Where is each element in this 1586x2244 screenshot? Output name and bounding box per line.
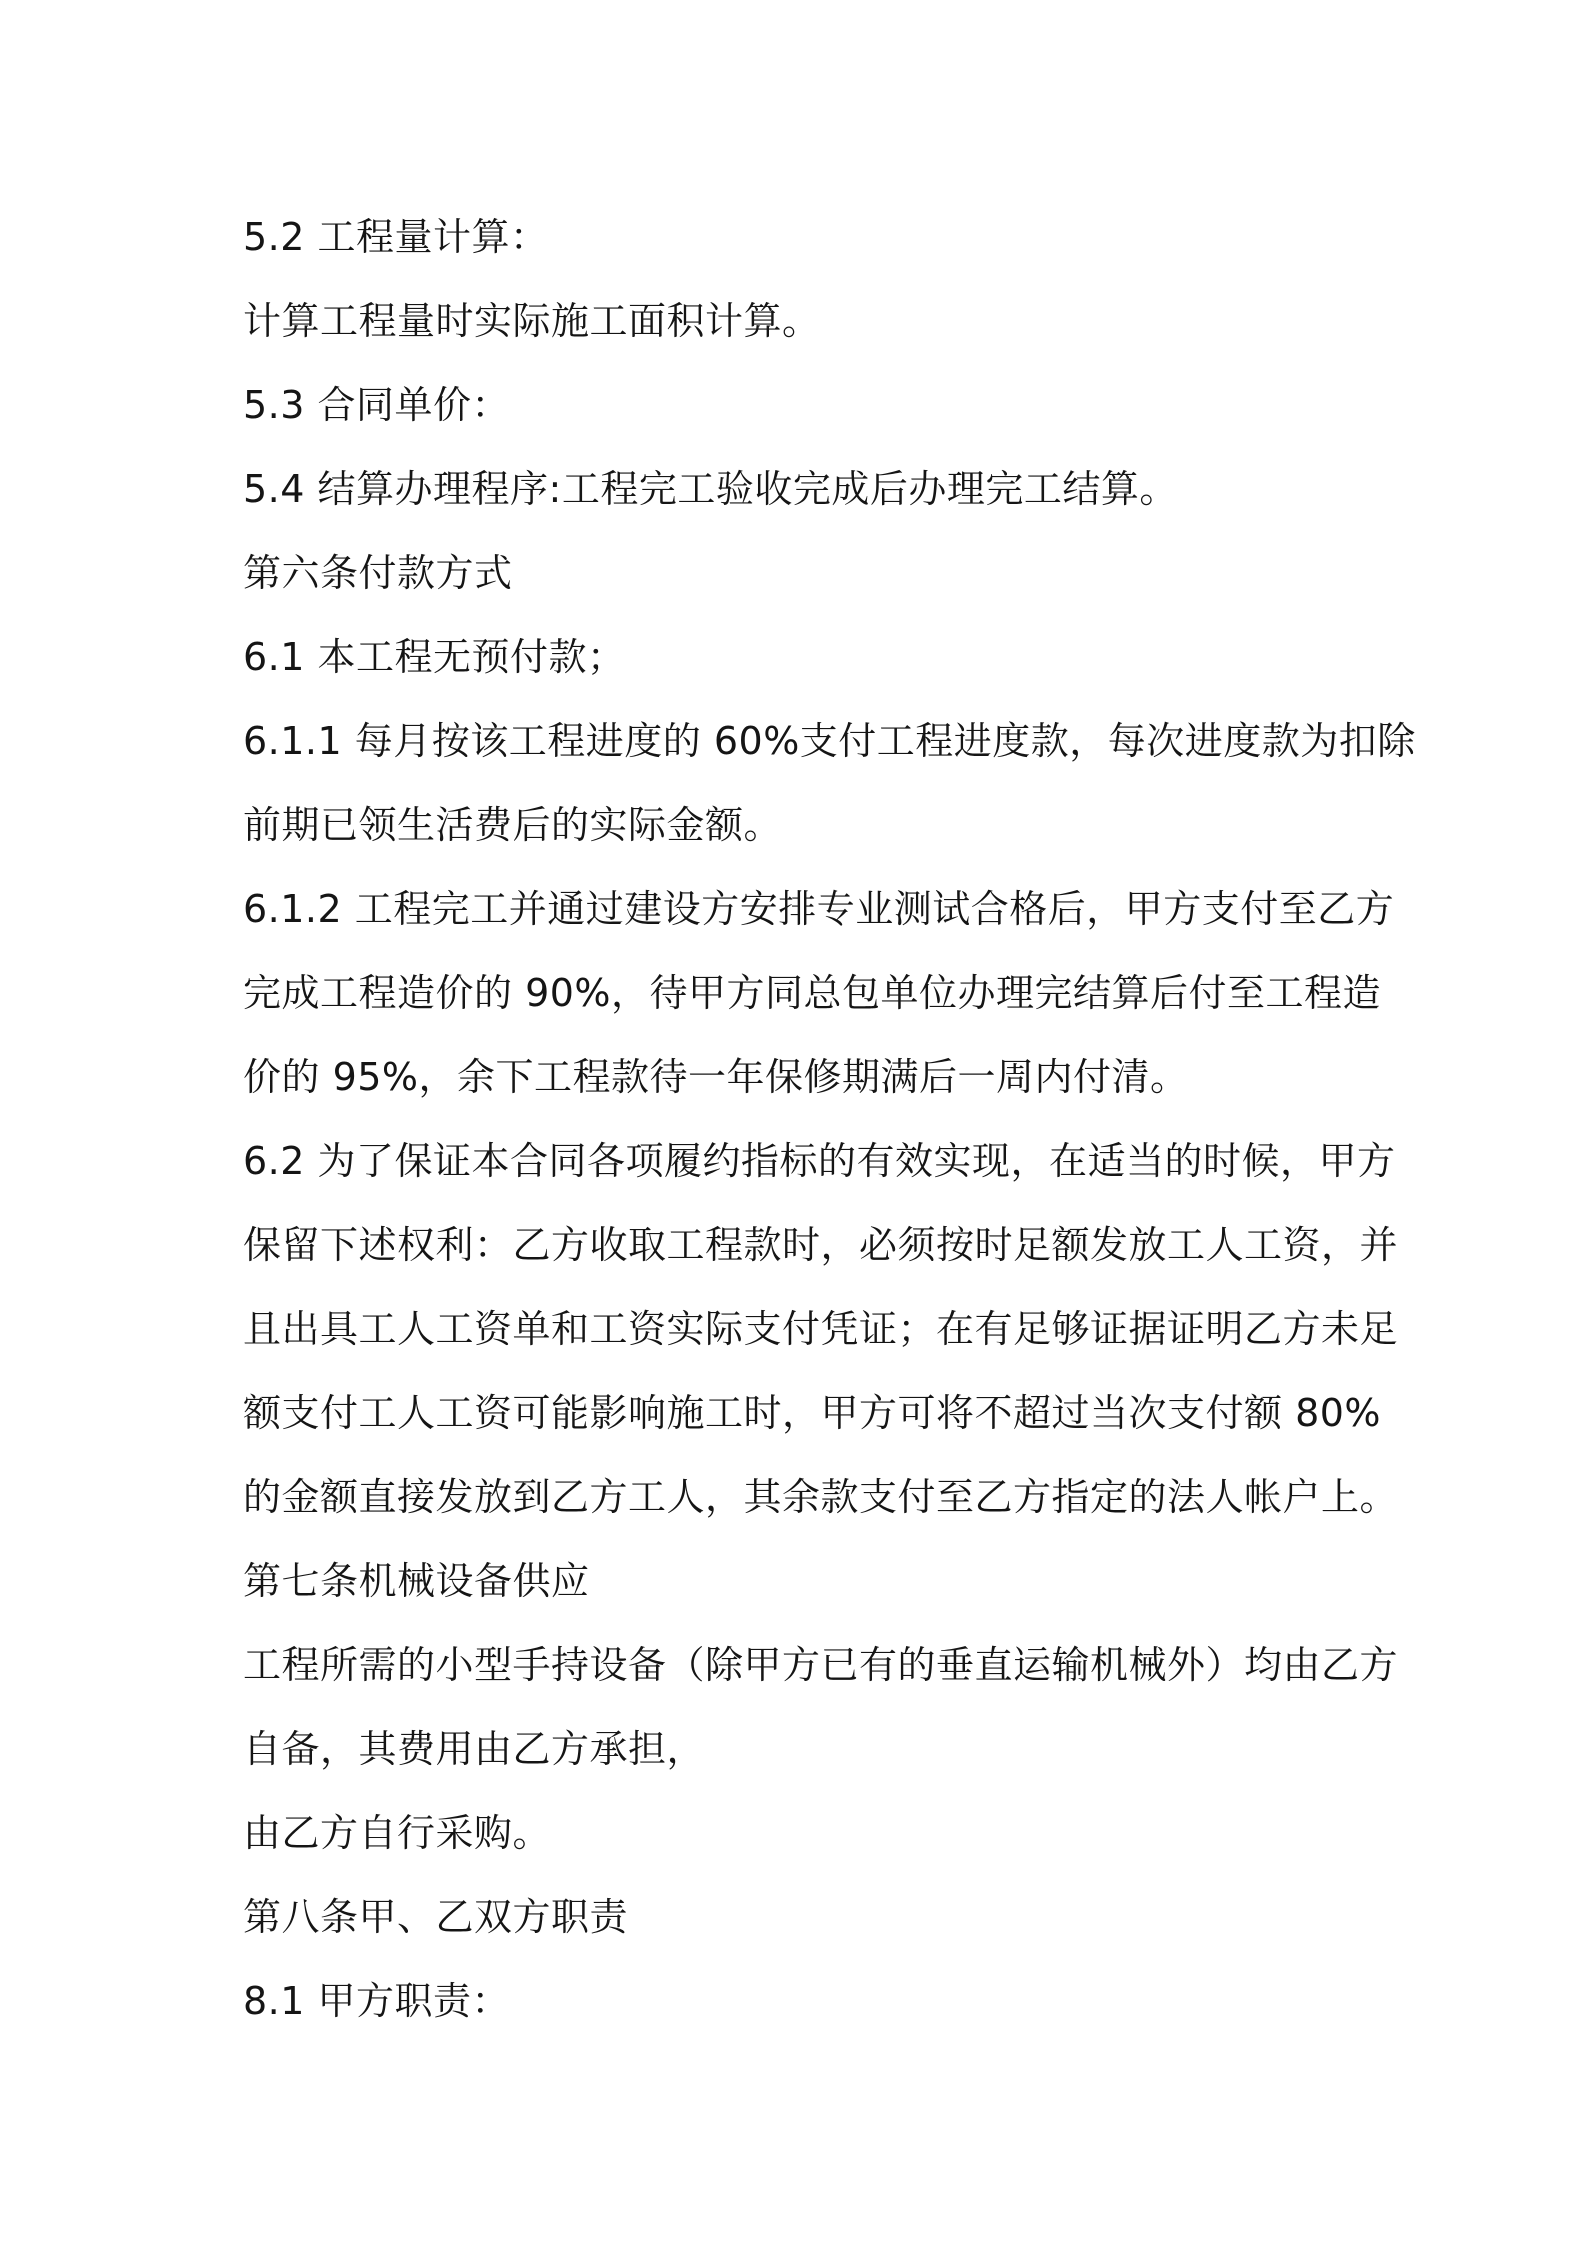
- clause-5-2-heading: 5.2 工程量计算：: [243, 215, 549, 259]
- clause-6-1-1-line-1: 6.1.1 每月按该工程进度的 60%支付工程进度款，每次进度款为扣除: [243, 719, 1416, 763]
- article-7-line-2: 自备，其费用由乙方承担，: [243, 1727, 706, 1771]
- clause-6-1-text: 6.1 本工程无预付款；: [243, 635, 626, 679]
- clause-6-2-line-4: 额支付工人工资可能影响施工时，甲方可将不超过当次支付额 80%: [243, 1391, 1382, 1435]
- article-7-line-1: 工程所需的小型手持设备（除甲方已有的垂直运输机械外）均由乙方: [243, 1643, 1399, 1687]
- article-6-heading: 第六条付款方式: [243, 551, 513, 595]
- article-7-heading: 第七条机械设备供应: [243, 1559, 590, 1603]
- clause-6-2-line-2: 保留下述权利：乙方收取工程款时，必须按时足额发放工人工资，并: [243, 1223, 1399, 1267]
- clause-5-4-text: 5.4 结算办理程序:工程完工验收完成后办理完工结算。: [243, 467, 1178, 511]
- clause-6-1-1-line-2: 前期已领生活费后的实际金额。: [243, 803, 783, 847]
- clause-6-1-2-line-3: 价的 95%，余下工程款待一年保修期满后一周内付清。: [243, 1055, 1189, 1099]
- clause-5-2-text: 计算工程量时实际施工面积计算。: [243, 299, 821, 343]
- clause-6-2-line-3: 且出具工人工资单和工资实际支付凭证；在有足够证据证明乙方未足: [243, 1307, 1399, 1351]
- clause-6-1-2-line-1: 6.1.2 工程完工并通过建设方安排专业测试合格后，甲方支付至乙方: [243, 887, 1395, 931]
- document-body: [243, 195, 1416, 2043]
- clause-5-3-heading: 5.3 合同单价：: [243, 383, 511, 427]
- clause-6-2-line-1: 6.2 为了保证本合同各项履约指标的有效实现，在适当的时候，甲方: [243, 1139, 1396, 1183]
- clause-6-2-line-5: 的金额直接发放到乙方工人，其余款支付至乙方指定的法人帐户上。: [243, 1475, 1399, 1519]
- article-7-line-3: 由乙方自行采购。: [243, 1811, 552, 1855]
- clause-6-1-2-line-2: 完成工程造价的 90%，待甲方同总包单位办理完结算后付至工程造: [243, 971, 1382, 1015]
- clause-8-1-heading: 8.1 甲方职责：: [243, 1979, 511, 2023]
- article-8-heading: 第八条甲、乙双方职责: [243, 1895, 629, 1939]
